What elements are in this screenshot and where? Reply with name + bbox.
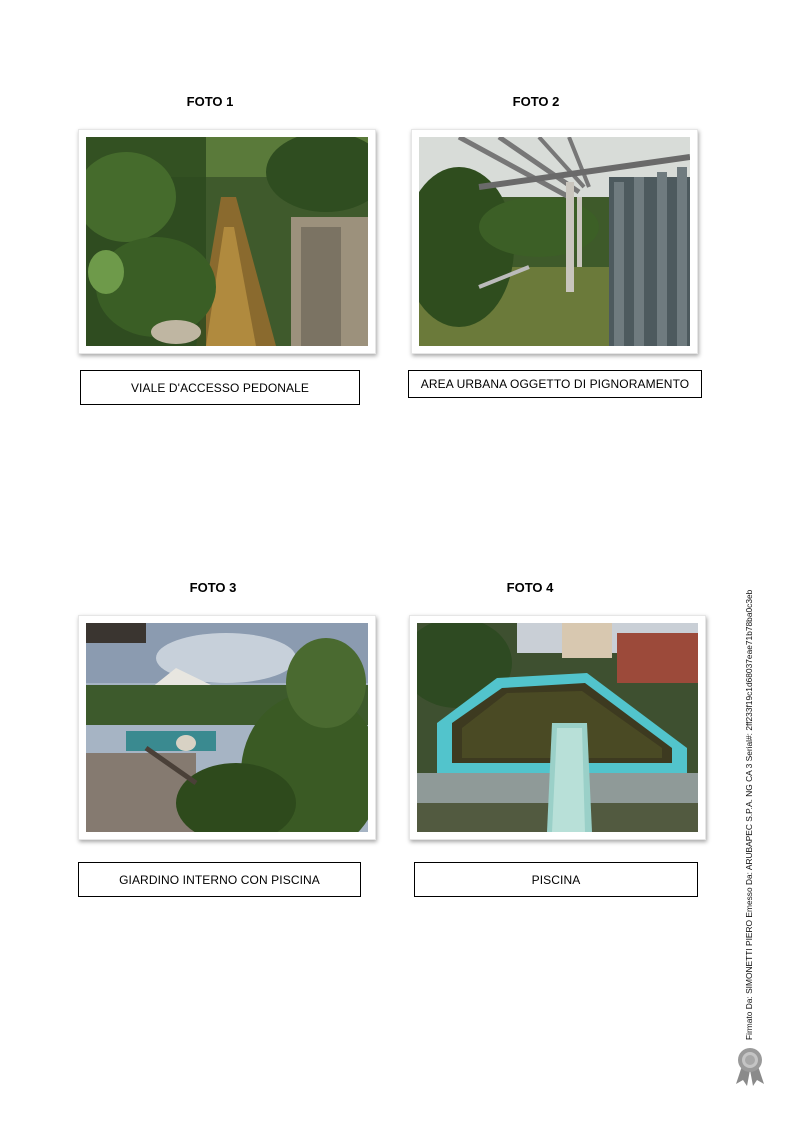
foto-2-caption: AREA URBANA OGGETTO DI PIGNORAMENTO [408, 370, 702, 398]
foto-1-title: FOTO 1 [186, 94, 234, 109]
certification-ribbon-icon [732, 1046, 768, 1091]
foto-3-caption: GIARDINO INTERNO CON PISCINA [78, 862, 361, 897]
foto-2-photo [411, 129, 698, 354]
foto-3-title: FOTO 3 [189, 580, 237, 595]
foto-2-title: FOTO 2 [512, 94, 560, 109]
digital-signature-text: Firmato Da: SIMONETTI PIERO Emesso Da: ARUBAPEC S.P.A. NG CA 3 Serial#: 2ff233f19c1d68037eae71b78ba0c3eb [744, 589, 754, 1040]
foto-1-caption: VIALE D'ACCESSO PEDONALE [80, 370, 360, 405]
foto-1-photo [78, 129, 376, 354]
foto-4-photo [409, 615, 706, 840]
foto-4-caption: PISCINA [414, 862, 698, 897]
foto-3-photo [78, 615, 376, 840]
foto-4-title: FOTO 4 [506, 580, 554, 595]
